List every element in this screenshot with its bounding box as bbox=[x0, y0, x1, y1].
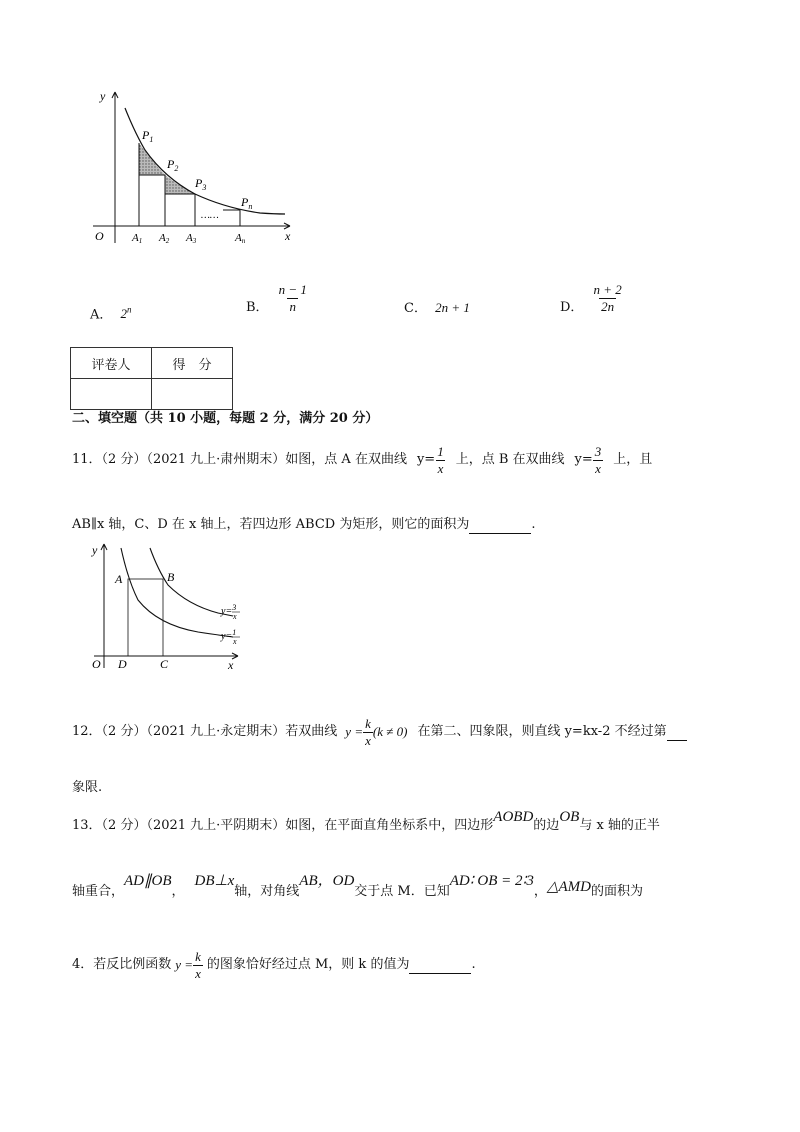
q12-answer-blank[interactable] bbox=[667, 724, 687, 741]
p3-label: $P_3$ bbox=[195, 176, 207, 192]
q13-line1: 13．（2 分）（2021 九上·平阴期末）如图，在平面直角坐标系中，四边形AOBD的边OB与 x 轴的正半 bbox=[72, 809, 660, 833]
score-table-score-header: 得 分 bbox=[152, 348, 233, 379]
rect-2 bbox=[165, 194, 195, 226]
pn-label: $P_n$ bbox=[241, 195, 253, 211]
curve-1-label: y=$^1$ x bbox=[221, 628, 237, 646]
q11-answer-blank[interactable] bbox=[469, 517, 531, 534]
option-b[interactable]: B． $\frac{n - 1}{n}$ bbox=[246, 281, 307, 315]
option-d[interactable]: D． $\frac{n + 2}{2n}$ bbox=[560, 281, 622, 315]
y-label: y bbox=[92, 543, 98, 557]
label-c: C bbox=[160, 657, 169, 671]
p2-label: $P_2$ bbox=[167, 157, 179, 173]
x-label: x bbox=[228, 658, 234, 672]
q11-figure bbox=[88, 540, 258, 672]
rect-1 bbox=[139, 175, 165, 226]
section-title: 二、填空题（共 10 小题，每题 2 分，满分 20 分） bbox=[72, 411, 379, 426]
score-table bbox=[70, 347, 233, 410]
origin-label: O bbox=[92, 657, 101, 671]
score-table-reviewer-cell bbox=[71, 379, 152, 410]
option-a[interactable]: A． 2$^n$ bbox=[90, 305, 132, 323]
q13-answer-blank[interactable] bbox=[409, 957, 471, 974]
q13-line3: 4．若反比例函数 y = $\frac{k}{x}$ 的图象恰好经过点 M，则 k 的值为 . bbox=[72, 948, 476, 981]
q12-line1: 12．（2 分）（2021 九上·永定期末）若双曲线 y = $\frac{k}{x}$ (k ≠ 0) 在第二、四象限，则直线 y=kx-2 不经过第 bbox=[72, 712, 687, 752]
label-b: B bbox=[167, 570, 175, 584]
label-a: A bbox=[115, 572, 123, 586]
option-c[interactable]: C． 2n + 1 bbox=[404, 300, 470, 316]
a3-label: A3 bbox=[186, 232, 197, 245]
q11-line2: AB∥x 轴，C、D 在 x 轴上，若四边形 ABCD 为矩形，则它的面积为 . bbox=[72, 517, 536, 532]
curve-3-label: y=$^3$ x bbox=[221, 603, 237, 621]
q11-line1: 11．（2 分）（2021 九上·肃州期末）如图，点 A 在双曲线 y= $\frac{1}{x}$ 上，点 B 在双曲线 y= $\frac{3}{x}$ 上，且 bbox=[72, 443, 653, 476]
x-label: x bbox=[285, 229, 291, 243]
p1-label: $P_1$ bbox=[142, 128, 154, 144]
a1-label: A1 bbox=[132, 232, 143, 245]
label-d: D bbox=[118, 657, 127, 671]
q13-line2: 轴重合，AD∥OB，DB⊥x轴，对角线AB，OD交于点 M．已知AD∶ OB = 2∶3，△AMD的面积为 bbox=[72, 873, 643, 899]
origin-label: O bbox=[95, 229, 104, 243]
q12-line2: 象限. bbox=[72, 780, 103, 795]
q10-figure bbox=[85, 88, 310, 248]
an-label: An bbox=[235, 232, 246, 245]
score-table-reviewer-header: 评卷人 bbox=[71, 348, 152, 379]
y-label: y bbox=[100, 89, 106, 103]
score-table-score-cell bbox=[152, 379, 233, 410]
a2-label: A2 bbox=[159, 232, 170, 245]
dots-label: …… bbox=[201, 210, 219, 221]
